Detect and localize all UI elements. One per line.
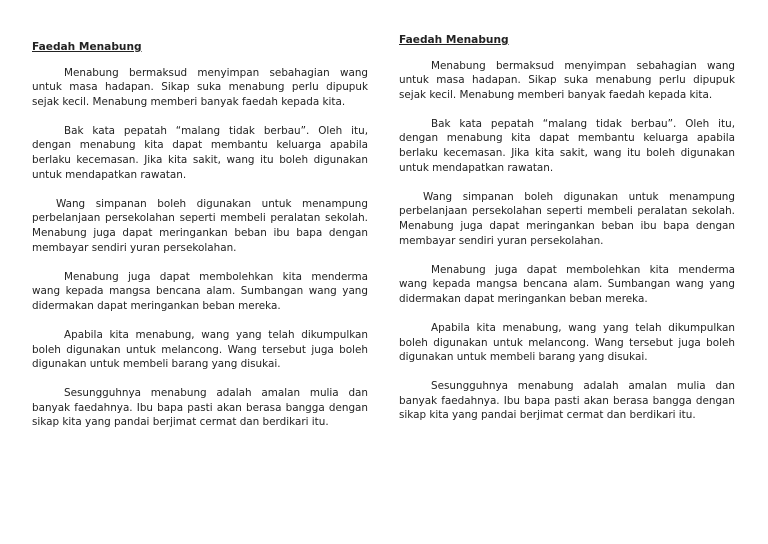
page-title: Faedah Menabung [399, 34, 509, 46]
paragraph: Wang simpanan boleh digunakan untuk menampung perbelanjaan persekolahan seperti membeli peralatan sekolah. Menabung juga dapat meringankan beban ibu bapa dengan membayar sendiri yuran persekolahan. [399, 190, 735, 247]
left-page [32, 40, 368, 444]
paragraph: Bak kata pepatah “malang tidak berbau”. Oleh itu, dengan menabung kita dapat membantu keluarga apabila berlaku kecemasan. Jika kita sakit, wang itu boleh digunakan untuk mendapatkan rawatan. [399, 117, 735, 174]
paragraph: Sesungguhnya menabung adalah amalan mulia dan banyak faedahnya. Ibu bapa pasti akan berasa bangga dengan sikap kita yang pandai berjimat cermat dan berdikari itu. [32, 387, 368, 429]
paragraph: Menabung bermaksud menyimpan sebahagian wang untuk masa hadapan. Sikap suka menabung perlu dipupuk sejak kecil. Menabung memberi banyak faedah kepada kita. [399, 59, 735, 101]
paragraph: Menabung juga dapat membolehkan kita menderma wang kepada mangsa bencana alam. Sumbangan wang yang didermakan dapat meringankan beban mereka. [32, 270, 368, 312]
paragraph: Bak kata pepatah “malang tidak berbau”. Oleh itu, dengan menabung kita dapat membantu keluarga apabila berlaku kecemasan. Jika kita sakit, wang itu boleh digunakan untuk mendapatkan rawatan. [32, 124, 368, 181]
paragraph: Apabila kita menabung, wang yang telah dikumpulkan boleh digunakan untuk melancong. Wang tersebut juga boleh digunakan untuk membeli barang yang disukai. [399, 321, 735, 364]
paragraph: Wang simpanan boleh digunakan untuk menampung perbelanjaan persekolahan seperti membeli peralatan sekolah. Menabung juga dapat meringankan beban ibu bapa dengan membayar sendiri yuran persekolahan. [32, 197, 368, 254]
right-page [399, 33, 735, 437]
page-title: Faedah Menabung [32, 41, 142, 53]
paragraph: Menabung bermaksud menyimpan sebahagian wang untuk masa hadapan. Sikap suka menabung perlu dipupuk sejak kecil. Menabung memberi banyak faedah kepada kita. [32, 66, 368, 108]
paragraph: Apabila kita menabung, wang yang telah dikumpulkan boleh digunakan untuk melancong. Wang tersebut juga boleh digunakan untuk membeli barang yang disukai. [32, 328, 368, 371]
paragraph: Menabung juga dapat membolehkan kita menderma wang kepada mangsa bencana alam. Sumbangan wang yang didermakan dapat meringankan beban mereka. [399, 263, 735, 305]
paragraph: Sesungguhnya menabung adalah amalan mulia dan banyak faedahnya. Ibu bapa pasti akan berasa bangga dengan sikap kita yang pandai berjimat cermat dan berdikari itu. [399, 380, 735, 422]
